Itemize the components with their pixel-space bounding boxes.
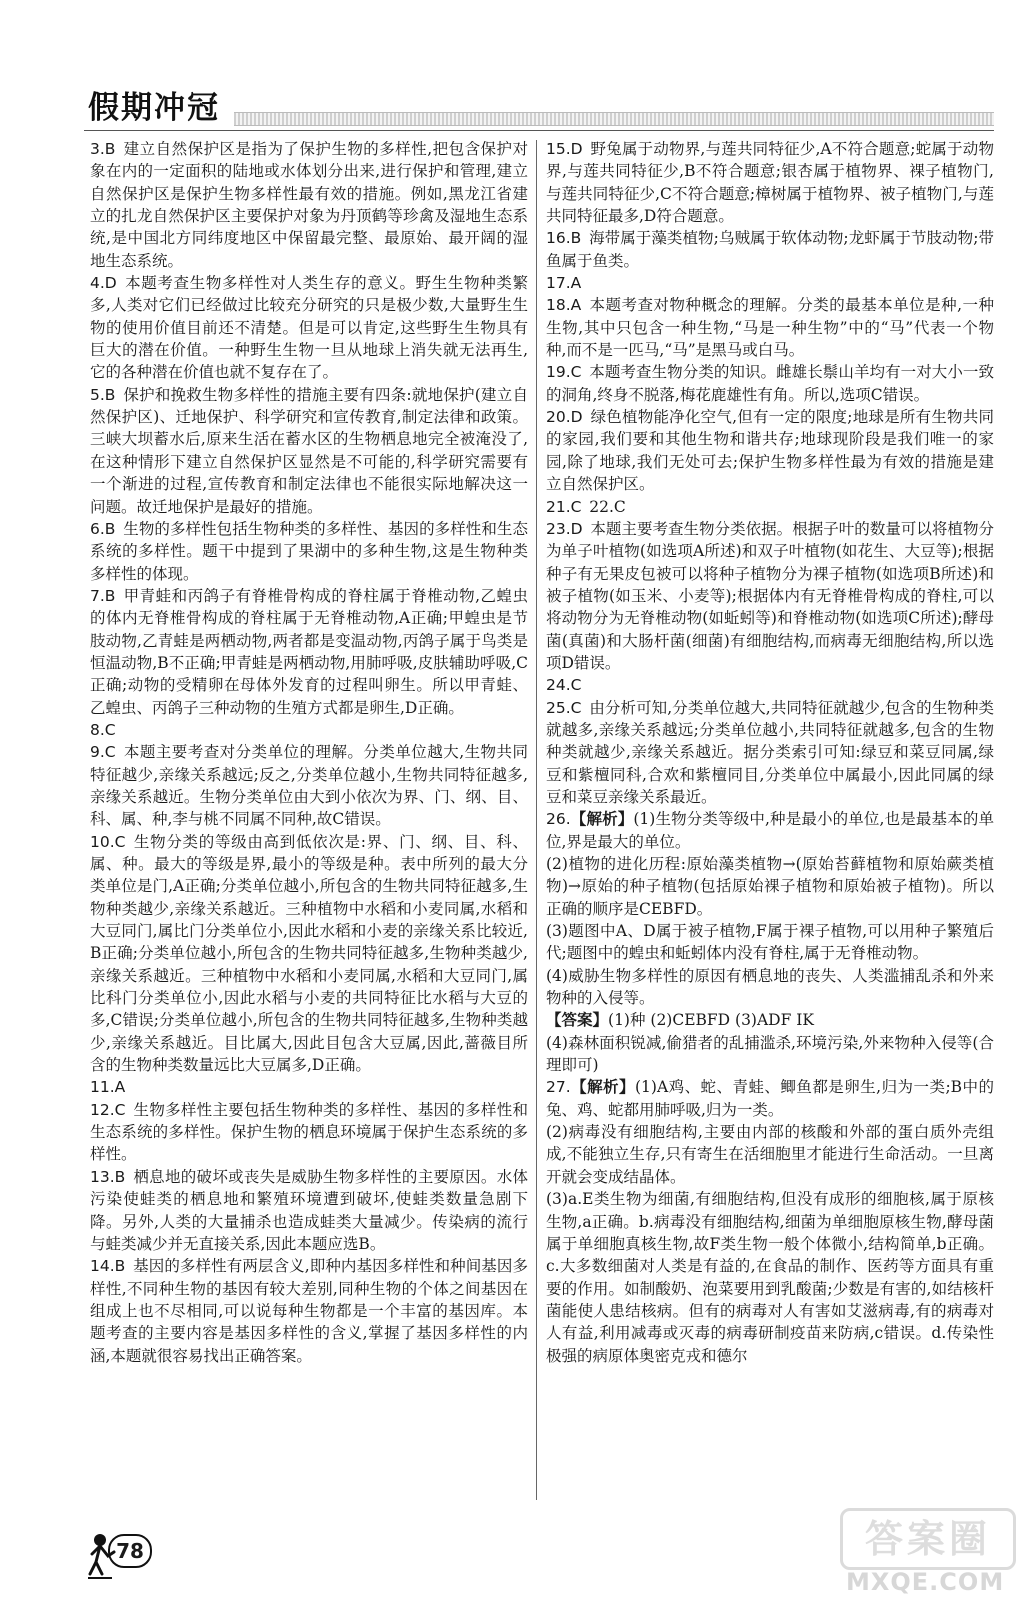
- page-number-badge: [86, 1528, 176, 1588]
- column-divider: [536, 140, 537, 1500]
- answer-entry: [90, 741, 528, 830]
- watermark-bottom: MXQE.COM: [846, 1568, 1005, 1596]
- answer-entry: [90, 1255, 528, 1367]
- answer-text: 保护和挽救生物多样性的措施主要有四条:就地保护(建立自然保护区)、迁地保护、科学研究和宣传教育,制定法律和政策。三峡大坝蓄水后,原来生活在蓄水区的生物栖息地完全被淹没了,在这种情形下建立自然保护区显然是不可能的,科学研究需要有一个渐进的过程,宣传教育和制定法律也不能很实际地解决这一问题。故迁地保护是最好的措施。: [90, 385, 528, 516]
- page-header: [84, 82, 994, 132]
- right-column: [546, 138, 994, 1367]
- answer-tag: 【解析】: [570, 810, 634, 829]
- answer-text: (3)a.E类生物为细菌,有细胞结构,但没有成形的细胞核,属于原核生物,a正确。b.病毒没有细胞结构,细菌为单细胞原核生物,酵母菌属于单细胞真核生物,故F类生物一般个体微小,结构简单,b正确。c.大多数细菌对人类是有益的,在食品的制作、医药等方面具有重要的作用。如制酸奶、泡菜要用到乳酸菌;少数是有害的,如结核杆菌能使人患结核病。但有的病毒对人有害如艾滋病毒,有的病毒对人有益,利用减毒或灭毒的病毒研制疫苗来防病,c错误。d.传染性极强的病原体奥密克戎和德尔: [546, 1190, 994, 1365]
- answer-text: (1)A鸡、蛇、青蛙、鲫鱼都是卵生,归为一类;B中的兔、鸡、蛇都用肺呼吸,归为一类。: [546, 1078, 994, 1119]
- answer-number: 5.B: [90, 385, 116, 404]
- answer-number: 7.B: [90, 586, 116, 605]
- answer-text: 本题考查对物种概念的理解。分类的最基本单位是种,一种生物,其中只包含一种生物,“马是一种生物”中的“马”代表一个物种,而不是一匹马,“马”是黑马或白马。: [546, 296, 994, 360]
- answer-tag: 【答案】: [546, 1011, 609, 1030]
- answer-number: 19.C: [546, 363, 582, 382]
- answer-number: 15.D: [546, 140, 583, 158]
- answer-tag: 【解析】: [570, 1078, 635, 1097]
- answer-number: 25.C: [546, 698, 582, 717]
- header-title: 假期冲冠: [88, 90, 220, 126]
- answer-text: (1)生物分类等级中,种是最小的单位,也是最基本的单位,界是最大的单位。: [546, 810, 994, 851]
- answer-text: 22.C: [589, 497, 626, 516]
- watermark-top: 答案圈: [840, 1508, 1016, 1570]
- answer-text: 生物多样性主要包括生物种类的多样性、基因的多样性和生态系统的多样性。保护生物的栖息环境属于保护生态系统的多样性。: [90, 1100, 528, 1164]
- answer-text: (2)病毒没有细胞结构,主要由内部的核酸和外部的蛋白质外壳组成,不能独立生存,只有寄生在活细胞里才能进行生命活动。一旦离开就会变成结晶体。: [546, 1123, 994, 1186]
- answer-number: 16.B: [546, 229, 582, 248]
- answer-entry: [546, 406, 994, 495]
- answer-text: (3)题图中A、D属于被子植物,F属于裸子植物,可以用种子繁殖后代;题图中的蝗虫和蚯蚓体内没有脊柱,属于无脊椎动物。: [546, 922, 994, 963]
- answer-text: (4)威胁生物多样性的原因有栖息地的丧失、人类滥捕乱杀和外来物种的入侵等。: [546, 966, 994, 1008]
- answer-text: 绿色植物能净化空气,但有一定的限度;地球是所有生物共同的家园,我们要和其他生物和谐共存;地球现阶段是我们唯一的家园,除了地球,我们无处可去;保护生物多样性最为有效的措施是建立自然保护区。: [546, 408, 994, 494]
- answer-entry: [546, 272, 994, 294]
- answer-text: 本题考查生物多样性对人类生存的意义。野生生物种类繁多,人类对它们已经做过比较充分研究的只是极少数,大量野生生物的使用价值目前还不清楚。但是可以肯定,这些野生生物具有巨大的潜在价值。一种野生生物一旦从地球上消失就无法再生,它的各种潜在价值也就不复存在了。: [90, 274, 528, 382]
- answer-number: 4.D: [90, 274, 117, 293]
- answer-entry: [90, 719, 528, 741]
- answer-entry: [90, 1099, 528, 1166]
- answer-entry: [90, 831, 528, 1077]
- answer-entry: [546, 294, 994, 361]
- answer-number: 20.D: [546, 408, 583, 427]
- answer-entry: [546, 361, 994, 406]
- watermark-logo: [840, 1508, 1020, 1596]
- header-decorative-rule: [234, 112, 994, 126]
- answer-text: 生物分类的等级由高到低依次是:界、门、纲、目、科、属、种。最大的等级是界,最小的等级是种。表中所列的最大分类单位是门,A正确;分类单位越小,所包含的生物共同特征越多,生物种类越少,亲缘关系越近。三种植物中水稻和小麦同属,水稻和大豆同门,属比门分类单位小,因此水稻和小麦的亲缘关系比较近,B正确;分类单位越小,所包含的生物共同特征越多,生物种类越少,亲缘关系越近。三种植物中水稻和小麦同属,水稻和大豆同门,属比科门分类单位小,因此水稻与小麦的共同特征比水稻与大豆的多,C错误;分类单位越小,所包含的生物共同特征越多,生物种类越少,亲缘关系越近。目比属大,因此目包含大豆属,因此,蔷薇目所含的生物种类数量远比大豆属多,D正确。: [90, 832, 528, 1075]
- answer-entry: [546, 1009, 994, 1031]
- answer-number: 18.A: [546, 296, 582, 315]
- answer-entry: [90, 585, 528, 719]
- answer-number: 21.C: [546, 497, 582, 516]
- answer-entry: [90, 138, 528, 272]
- answer-number: 13.B: [90, 1167, 126, 1186]
- answer-entry: [546, 965, 994, 1010]
- answer-entry: [546, 920, 994, 965]
- answer-entry: [90, 518, 528, 585]
- answer-number: 9.C: [90, 743, 116, 762]
- answer-entry: [546, 496, 994, 518]
- answer-text: 野兔属于动物界,与莲共同特征少,A不符合题意;蛇属于动物界,与莲共同特征少,B不符合题意;银杏属于植物界、裸子植物门,与莲共同特征少,C不符合题意;樟树属于植物界、被子植物门,与莲共同特征最多,D符合题意。: [546, 140, 994, 226]
- answer-number: 3.B: [90, 140, 116, 158]
- answer-text: 本题主要考查生物分类依据。根据子叶的数量可以将植物分为单子叶植物(如选项A所述)和双子叶植物(如花生、大豆等);根据种子有无果皮包被可以将种子植物分为裸子植物(如选项B所述)和被子植物(如玉米、小麦等);根据体内有无脊椎骨构成的脊柱,可以将动物分为无脊椎动物(如蚯蚓等)和脊椎动物(如选项C所述);酵母菌(真菌)和大肠杆菌(细菌)有细胞结构,而病毒无细胞结构,所以选项D错误。: [546, 519, 994, 672]
- answer-entry: [546, 853, 994, 920]
- answer-number: 23.D: [546, 519, 583, 538]
- answer-text: 海带属于藻类植物;乌贼属于软体动物;龙虾属于节肢动物;带鱼属于鱼类。: [546, 229, 994, 270]
- answer-entry: [90, 272, 528, 384]
- answer-entry: [546, 1076, 994, 1121]
- answer-text: 生物的多样性包括生物种类的多样性、基因的多样性和生态系统的多样性。题干中提到了果湖中的多种生物,这是生物种类多样性的体现。: [90, 519, 528, 583]
- answer-text: 基因的多样性有两层含义,即种内基因多样性和种间基因多样性,不同种生物的基因有较大差别,同种生物的个体之间基因在组成上也不尽相同,可以说每种生物都是一个丰富的基因库。本题考查的主要内容是基因多样性的含义,掌握了基因多样性的内涵,本题就很容易找出正确答案。: [90, 1257, 528, 1365]
- answer-number: 12.C: [90, 1100, 126, 1119]
- answer-text: 本题主要考查对分类单位的理解。分类单位越大,生物共同特征越少,亲缘关系越远;反之,分类单位越小,生物共同特征越多,亲缘关系越近。生物分类单位由大到小依次为界、门、纲、目、科、属、种,李与桃不同属不同种,故C错误。: [90, 743, 528, 829]
- answer-entry: [90, 384, 528, 518]
- answer-number: 14.B: [90, 1257, 126, 1276]
- answer-entry: [90, 1076, 528, 1098]
- answer-entry: [546, 1032, 994, 1077]
- answer-text: (4)森林面积锐减,偷猎者的乱捕滥杀,环境污染,外来物种入侵等(合理即可): [546, 1033, 994, 1075]
- answer-entry: [546, 518, 994, 674]
- answer-text: 本题考查生物分类的知识。雌雄长鬃山羊均有一对大小一致的洞角,终身不脱落,梅花鹿雄性有角。所以,选项C错误。: [546, 363, 994, 404]
- answer-text: 栖息地的破坏或丧失是威胁生物多样性的主要原因。水体污染使蛙类的栖息地和繁殖环境遭到破坏,使蛙类数量急剧下降。另外,人类的大量捕杀也造成蛙类大量减少。传染病的流行与蛙类减少并无直接关系,因此本题应选B。: [90, 1167, 528, 1253]
- answer-text: 由分析可知,分类单位越大,共同特征就越少,包含的生物种类就越多,亲缘关系越远;分类单位越小,共同特征就越多,包含的生物种类就越少,亲缘关系越近。据分类索引可知:绿豆和菜豆同属,绿豆和紫檀同科,合欢和紫檀同目,分类单位中属最小,因此同属的绿豆和菜豆亲缘关系最近。: [546, 698, 994, 806]
- left-column: [90, 138, 528, 1367]
- answer-text: (2)植物的进化历程:原始藻类植物→(原始苔藓植物和原始蕨类植物)→原始的种子植物(包括原始裸子植物和原始被子植物)。所以正确的顺序是CEBFD。: [546, 855, 994, 918]
- answer-entry: [546, 1188, 994, 1367]
- answer-number: 11.A: [90, 1078, 126, 1097]
- answer-entry: [546, 1121, 994, 1188]
- answer-entry: [90, 1166, 528, 1255]
- answer-text: 甲青蛙和丙鸽子有脊椎骨构成的脊柱属于脊椎动物,乙蝗虫的体内无脊椎骨构成的脊柱属于无脊椎动物,A正确;甲蝗虫是节肢动物,乙青蛙是两栖动物,两者都是变温动物,丙鸽子属于鸟类是恒温动物,B不正确;甲青蛙是两栖动物,用肺呼吸,皮肤辅助呼吸,C正确;动物的受精卵在母体外发育的过程叫卵生。所以甲青蛙、乙蝗虫、丙鸽子三种动物的生殖方式都是卵生,D正确。: [90, 586, 528, 717]
- answer-entry: [546, 697, 994, 809]
- answer-number: 6.B: [90, 519, 116, 538]
- answer-entry: [546, 227, 994, 272]
- header-underline: [84, 130, 994, 131]
- answer-entry: [546, 674, 994, 696]
- answer-number: 17.A: [546, 274, 582, 293]
- page-number: 78: [108, 1534, 152, 1568]
- answer-number: 8.C: [90, 720, 116, 739]
- answer-number: 27.: [546, 1078, 571, 1097]
- answer-number: 10.C: [90, 832, 126, 851]
- answer-entry: [546, 808, 994, 853]
- answer-text: (1)种 (2)CEBFD (3)ADF IK: [608, 1011, 814, 1030]
- answer-number: 24.C: [546, 676, 582, 695]
- answer-number: 26.: [546, 810, 571, 829]
- answer-entry: [546, 138, 994, 227]
- answer-text: 建立自然保护区是指为了保护生物的多样性,把包含保护对象在内的一定面积的陆地或水体划分出来,进行保护和管理,建立自然保护区是保护生物多样性最有效的措施。例如,黑龙江省建立的扎龙自然保护区主要保护对象为丹顶鹤等珍禽及湿地生态系统,是中国北方同纬度地区中保留最完整、最原始、最开阔的湿地生态系统。: [90, 140, 528, 270]
